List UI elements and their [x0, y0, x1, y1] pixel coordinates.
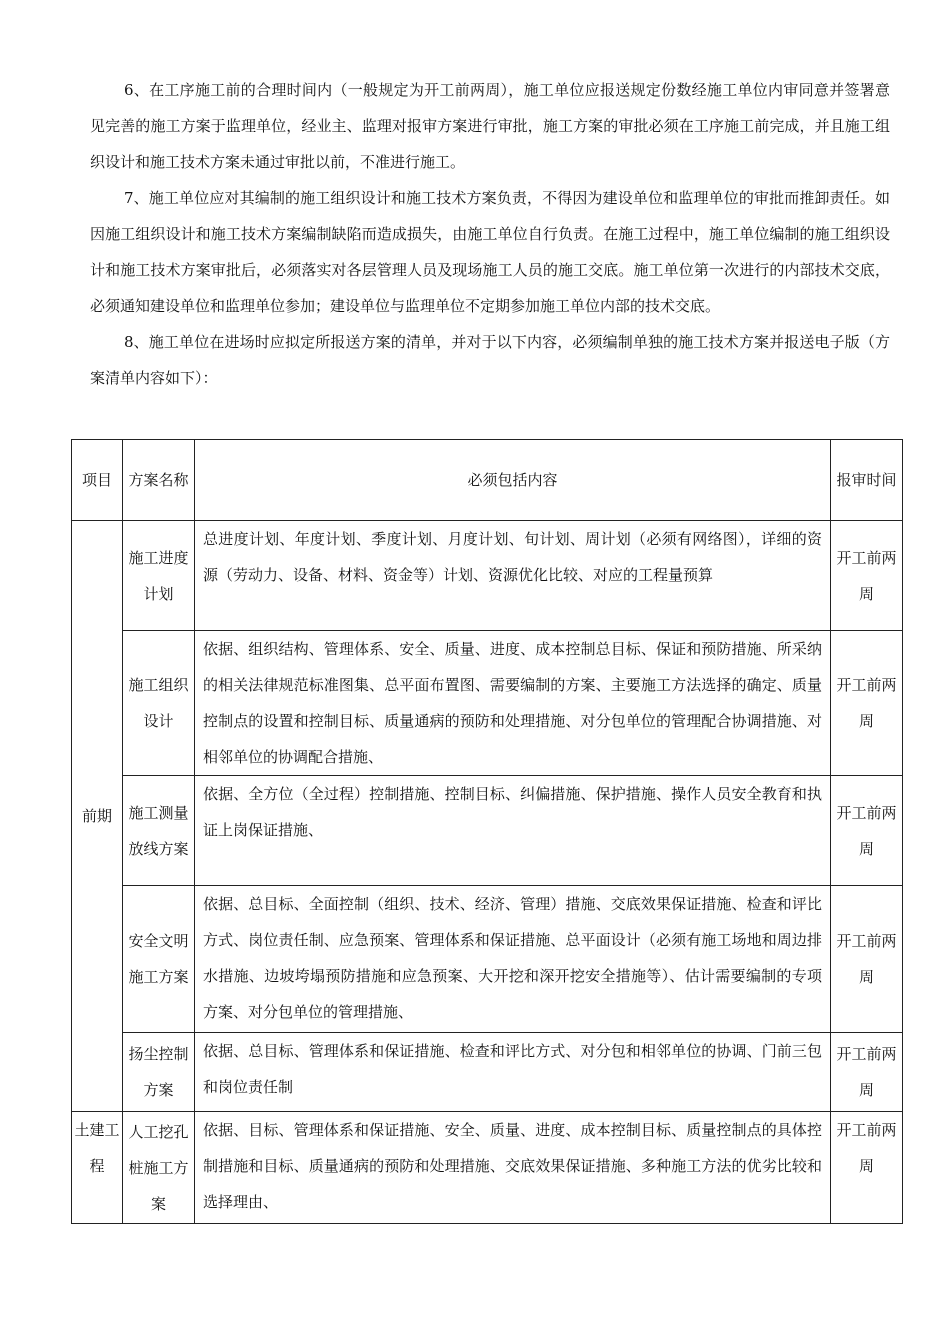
table-row: [72, 886, 903, 1033]
review-time-cell: 开工前两周: [831, 886, 903, 1033]
content-cell: 依据、全方位（全过程）控制措施、控制目标、纠偏措施、保护措施、操作人员安全教育和执证上岗保证措施、: [195, 776, 831, 886]
plan-name-cell: 扬尘控制方案: [123, 1033, 195, 1112]
paragraph-7-text: 7、施工单位应对其编制的施工组织设计和施工技术方案负责，不得因为建设单位和监理单位的审批而推卸责任。如因施工组织设计和施工技术方案编制缺陷而造成损失，由施工单位自行负责。在施工过程中，施工单位编制的施工组织设计和施工技术方案审批后，必须落实对各层管理人员及现场施工人员的施工交底。施工单位第一次进行的内部技术交底，必须通知建设单位和监理单位参加；建设单位与监理单位不定期参加施工单位内部的技术交底。: [90, 189, 890, 315]
content-cell: 依据、目标、管理体系和保证措施、安全、质量、进度、成本控制目标、质量控制点的具体控制措施和目标、质量通病的预防和处理措施、交底效果保证措施、多种施工方法的优劣比较和选择理由、: [195, 1112, 831, 1224]
header-plan-name: 方案名称: [123, 440, 195, 521]
plan-name-cell: 施工组织设计: [123, 631, 195, 776]
table-row: [72, 521, 903, 631]
review-time-cell: 开工前两周: [831, 521, 903, 631]
content-cell: 依据、总目标、管理体系和保证措施、检查和评比方式、对分包和相邻单位的协调、门前三包和岗位责任制: [195, 1033, 831, 1112]
paragraph-8-text: 8、施工单位在进场时应拟定所报送方案的清单，并对于以下内容，必须编制单独的施工技术方案并报送电子版（方案清单内容如下）：: [90, 333, 890, 387]
content-cell: 依据、组织结构、管理体系、安全、质量、进度、成本控制总目标、保证和预防措施、所采纳的相关法律规范标准图集、总平面布置图、需要编制的方案、主要施工方法选择的确定、质量控制点的设置和控制目标、质量通病的预防和处理措施、对分包单位的管理配合协调措施、对相邻单位的协调配合措施、: [195, 631, 831, 776]
paragraph-6: [90, 72, 890, 180]
table-row: [72, 1033, 903, 1112]
table-row: [72, 631, 903, 776]
table-header-row: [72, 440, 903, 521]
item-cell-preliminary: 前期: [72, 521, 123, 1112]
review-time-cell: 开工前两周: [831, 1112, 903, 1224]
review-time-cell: 开工前两周: [831, 631, 903, 776]
header-review-time: 报审时间: [831, 440, 903, 521]
header-content: 必须包括内容: [195, 440, 831, 521]
plan-name-cell: 人工挖孔桩施工方案: [123, 1112, 195, 1224]
plan-list-table: [71, 439, 903, 1224]
table-row: [72, 776, 903, 886]
content-cell: 依据、总目标、全面控制（组织、技术、经济、管理）措施、交底效果保证措施、检查和评比方式、岗位责任制、应急预案、管理体系和保证措施、总平面设计（必须有施工场地和周边排水措施、边坡垮塌预防措施和应急预案、大开挖和深开挖安全措施等）、估计需要编制的专项方案、对分包单位的管理措施、: [195, 886, 831, 1033]
paragraph-7: [90, 180, 890, 324]
plan-name-cell: 施工测量放线方案: [123, 776, 195, 886]
table-row: [72, 1112, 903, 1224]
review-time-cell: 开工前两周: [831, 1033, 903, 1112]
body-text: [90, 72, 890, 396]
plan-name-cell: 施工进度计划: [123, 521, 195, 631]
item-cell-civil-works: 土建工程: [72, 1112, 123, 1224]
paragraph-8: [90, 324, 890, 396]
header-item: 项目: [72, 440, 123, 521]
review-time-cell: 开工前两周: [831, 776, 903, 886]
content-cell: 总进度计划、年度计划、季度计划、月度计划、旬计划、周计划（必须有网络图），详细的资源（劳动力、设备、材料、资金等）计划、资源优化比较、对应的工程量预算: [195, 521, 831, 631]
plan-name-cell: 安全文明施工方案: [123, 886, 195, 1033]
paragraph-6-text: 6、在工序施工前的合理时间内（一般规定为开工前两周），施工单位应报送规定份数经施工单位内审同意并签署意见完善的施工方案于监理单位，经业主、监理对报审方案进行审批，施工方案的审批必须在工序施工前完成，并且施工组织设计和施工技术方案未通过审批以前，不准进行施工。: [90, 81, 890, 171]
